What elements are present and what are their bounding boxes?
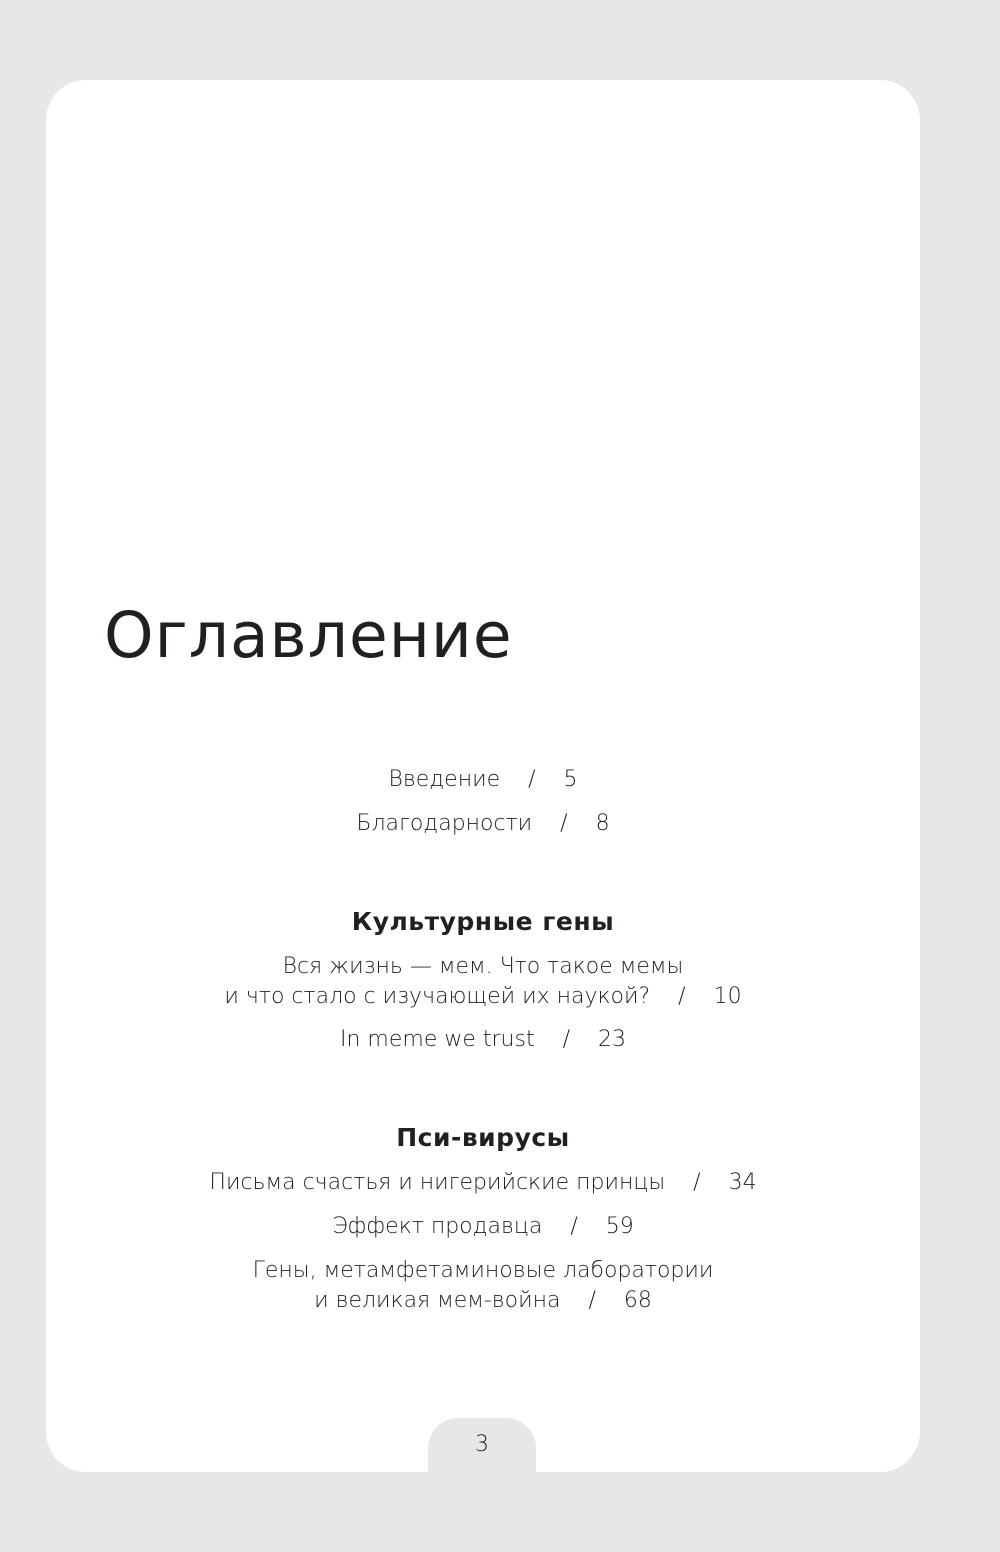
toc-separator: / xyxy=(562,1027,570,1052)
page-number: 3 xyxy=(475,1432,489,1457)
toc-entry-chain-letters[interactable] xyxy=(46,1168,920,1198)
toc-entry-all-life-is-meme[interactable] xyxy=(46,952,920,1012)
toc-separator: / xyxy=(678,984,686,1009)
toc-entry-title: Введение xyxy=(388,767,501,792)
toc-entry-page: 23 xyxy=(598,1027,626,1052)
toc-entry-page: 10 xyxy=(713,984,742,1009)
toc-entry-title-line1: Гены, метамфетаминовые лаборатории xyxy=(252,1258,714,1283)
toc-entry-acknowledgements[interactable] xyxy=(46,809,920,839)
toc-separator: / xyxy=(560,811,568,836)
toc-entry-title-line1: Вся жизнь — мем. Что такое мемы xyxy=(282,954,684,979)
toc-entry-page: 8 xyxy=(595,811,610,836)
table-of-contents xyxy=(46,0,920,1472)
toc-entry-page: 68 xyxy=(623,1288,652,1313)
toc-entry-title: Благодарности xyxy=(356,811,533,836)
toc-separator: / xyxy=(588,1288,596,1313)
toc-separator: / xyxy=(693,1170,701,1195)
toc-entry-title-line2: и великая мем-война xyxy=(314,1288,561,1313)
section-heading-cultural-genes: Культурные гены xyxy=(351,907,615,936)
page-title: Оглавление xyxy=(104,599,513,672)
toc-entry-title: In meme we trust xyxy=(340,1027,535,1052)
toc-entry-page: 5 xyxy=(563,767,578,792)
toc-entry-seller-effect[interactable] xyxy=(46,1212,920,1242)
toc-separator: / xyxy=(570,1214,578,1239)
section-heading-psi-viruses: Пси-вирусы xyxy=(396,1123,570,1152)
toc-entry-genes-meth-labs[interactable] xyxy=(46,1256,920,1316)
toc-entry-in-meme-we-trust[interactable] xyxy=(46,1025,920,1055)
toc-entry-page: 59 xyxy=(605,1214,634,1239)
toc-entry-title-line2: и что стало с изучающей их наукой? xyxy=(224,984,651,1009)
toc-separator: / xyxy=(528,767,536,792)
toc-entry-title: Эффект продавца xyxy=(332,1214,543,1239)
toc-entry-page: 34 xyxy=(728,1170,757,1195)
toc-entry-introduction[interactable] xyxy=(46,765,920,795)
toc-entry-title: Письма счастья и нигерийские принцы xyxy=(209,1170,666,1195)
